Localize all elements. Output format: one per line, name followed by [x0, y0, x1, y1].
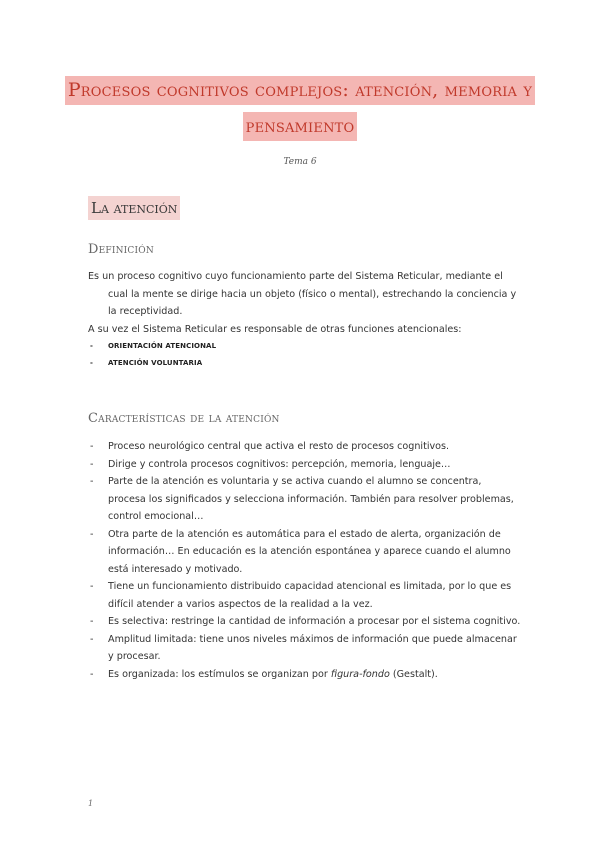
page-number: 1	[88, 799, 94, 808]
list-item: - Otra parte de la atención es automática para el estado de alerta, organización de información… En educación es la atención espontánea y aparece cuando el alumno está interesado y motivado.	[90, 528, 511, 575]
section-heading: La atención	[88, 196, 180, 220]
characteristics-heading: Características de la atención	[88, 411, 280, 426]
title-line-2: pensamiento	[243, 112, 358, 141]
reticular-paragraph: A su vez el Sistema Reticular es responsable de otras funciones atencionales:	[88, 324, 462, 335]
attention-functions-list	[88, 338, 528, 372]
definition-line-3: la receptividad.	[108, 306, 183, 317]
list-item: - ATENCIÓN VOLUNTARIA	[90, 359, 203, 367]
characteristics-list	[88, 438, 528, 683]
list-item: - ORIENTACIÓN ATENCIONAL	[90, 342, 217, 350]
title-line-1: Procesos cognitivos complejos: atención, memoria y	[65, 76, 535, 105]
list-item: - Amplitud limitada: tiene unos niveles máximos de información que puede almacenar y procesar.	[90, 633, 517, 662]
list-item: - Es selectiva: restringe la cantidad de información a procesar por el sistema cognitivo.	[90, 616, 521, 627]
list-item: - Tiene un funcionamiento distribuido capacidad atencional es limitada, por lo que es difícil atender a varios aspectos de la realidad a la vez.	[90, 581, 512, 610]
list-item: - Es organizada: los estímulos se organizan por figura-fondo (Gestalt).	[90, 668, 438, 680]
document-title	[60, 76, 540, 141]
definition-paragraph	[88, 268, 528, 321]
list-item: - Proceso neurológico central que activa el resto de procesos cognitivos.	[90, 441, 450, 452]
document-subtitle: Tema 6	[283, 157, 317, 167]
list-item: - Dirige y controla procesos cognitivos: percepción, memoria, lenguaje…	[90, 458, 451, 470]
emphasis-text: figura-fondo	[330, 668, 390, 680]
definition-line-2: cual la mente se dirige hacia un objeto (físico o mental), estrechando la conciencia y	[108, 288, 517, 300]
definition-line-1: Es un proceso cognitivo cuyo funcionamiento parte del Sistema Reticular, mediante el	[88, 271, 503, 282]
definition-heading: Definición	[88, 242, 154, 257]
list-item: - Parte de la atención es voluntaria y se activa cuando el alumno se concentra, procesa los significados y selecciona información. También para resolver problemas, control emocional…	[90, 476, 514, 522]
